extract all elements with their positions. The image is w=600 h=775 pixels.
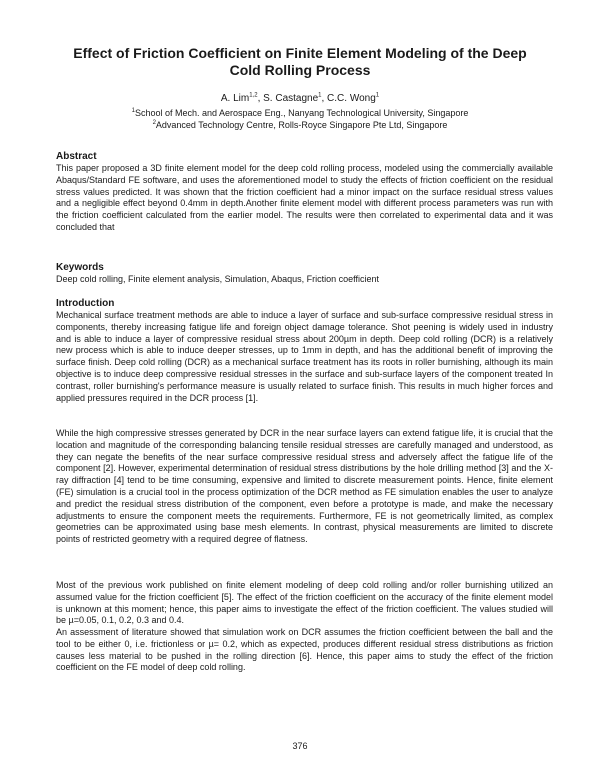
affiliation-2-text: Advanced Technology Centre, Rolls-Royce Singapore Pte Ltd, Singapore bbox=[155, 120, 448, 130]
affiliation-2 bbox=[0, 120, 600, 131]
intro-paragraph-3: Most of the previous work published on finite element modeling of deep cold rolling and/or roller burnishing utilized an assumed value for the friction coefficient [5]. The effect of the friction coefficient on the accuracy of the finite element model is unknown at this moment; hence, this paper aims to investigate the effect of the friction coefficient. The values studied will be µ=0.05, 0.1, 0.2, 0.3 and 0.4. bbox=[56, 580, 553, 626]
abstract-text: This paper proposed a 3D finite element model for the deep cold rolling process, modeled using the commercially available Abaqus/Standard FE software, and uses the aforementioned model to study the effects of friction coefficient on the residual stress values predicted. It was shown that the friction coefficient had a minor impact on the surface residual stress values and a negligible effect beyond 0.4mm in depth.Another finite element model with different process parameters was run with the friction coefficient calculated from the earlier model. The results were then correlated to experimental data and it was concluded that bbox=[56, 163, 553, 232]
abstract-heading: Abstract bbox=[56, 151, 97, 162]
paper-title bbox=[40, 45, 560, 79]
title-line-2: Cold Rolling Process bbox=[229, 62, 371, 78]
author-name-2: , S. Castagne bbox=[257, 93, 319, 104]
title-line-1: Effect of Friction Coefficient on Finite Element Modeling of the Deep bbox=[73, 45, 527, 61]
affiliation-2-sup: 2 bbox=[152, 120, 156, 126]
author-1-affil-sup: 1,2 bbox=[249, 92, 258, 99]
keywords-heading: Keywords bbox=[56, 262, 104, 273]
intro-paragraph-1: Mechanical surface treatment methods are able to induce a layer of surface and sub-surface compressive residual stress in components, thereby increasing fatigue life and foreign object damage tolerance. Shot peening is widely used in industry and is able to induce a layer of compressive residual stress about 200µm in depth. Deep cold rolling (DCR) is a relatively new process which is able to induce deeper stresses, up to 1mm in depth, and has the additional benefit of improving the surface finish. Deep cold rolling (DCR) as a mechanical surface treatment has its roots in roller burnishing, although its main objective is to induce deep compressive residual stresses in the surface and sub-surface layers of the component treated In contrast, roller burnishing's performance measure is usually related to surface finish. This results in much higher forces and applied pressures required in the DCR process [1]. bbox=[56, 310, 553, 403]
affiliation-1-sup: 1 bbox=[131, 108, 135, 114]
author-name-3: , C.C. Wong bbox=[321, 93, 376, 104]
affiliation-1-text: School of Mech. and Aerospace Eng., Nanyang Technological University, Singapore bbox=[134, 108, 469, 118]
affiliation-1 bbox=[0, 108, 600, 119]
intro-paragraph-2: While the high compressive stresses generated by DCR in the near surface layers can extend fatigue life, it is crucial that the location and magnitude of the corresponding balancing tensile residual stresses are carefully managed and understood, as they can negate the benefits of the near surface compressive residual stress and adversely affect the fatigue life of the component [2]. However, experimental determination of residual stress distributions by the hole drilling method [3] and the X-ray diffraction [4] tend to be time consuming, expensive and limited to discrete measurement points. Hence, finite element (FE) simulation is a crucial tool in the process optimization of the DCR method as FE simulation enables the user to analyze and predict the residual stress distribution of the component, even before a prototype is made, and make the necessary adjustments to ensure the component meets the requirements. Furthermore, FE is not geometrically limited, as complex geometries can be approximated using base mesh elements. In contrast, physical measurements are limited to discrete points of restricted geometry with a required degree of flatness. bbox=[56, 428, 553, 545]
author-3-affil-sup: 1 bbox=[375, 92, 380, 99]
author-name-1: A. Lim bbox=[220, 93, 250, 104]
author-list bbox=[0, 93, 600, 105]
intro-paragraph-4: An assessment of literature showed that simulation work on DCR assumes the friction coefficient between the ball and the tool to be either 0, i.e. frictionless or µ= 0.2, which as expected, produces different residual stress distributions as friction causes less material to be pushed in the rolling direction [6]. Hence, this paper aims to study the effect of the friction coefficient on the FE model of deep cold rolling. bbox=[56, 627, 553, 673]
page-number: 376 bbox=[292, 741, 308, 751]
keywords-text: Deep cold rolling, Finite element analysis, Simulation, Abaqus, Friction coefficient bbox=[56, 274, 379, 284]
introduction-heading: Introduction bbox=[56, 298, 115, 309]
author-2-affil-sup: 1 bbox=[318, 92, 322, 99]
